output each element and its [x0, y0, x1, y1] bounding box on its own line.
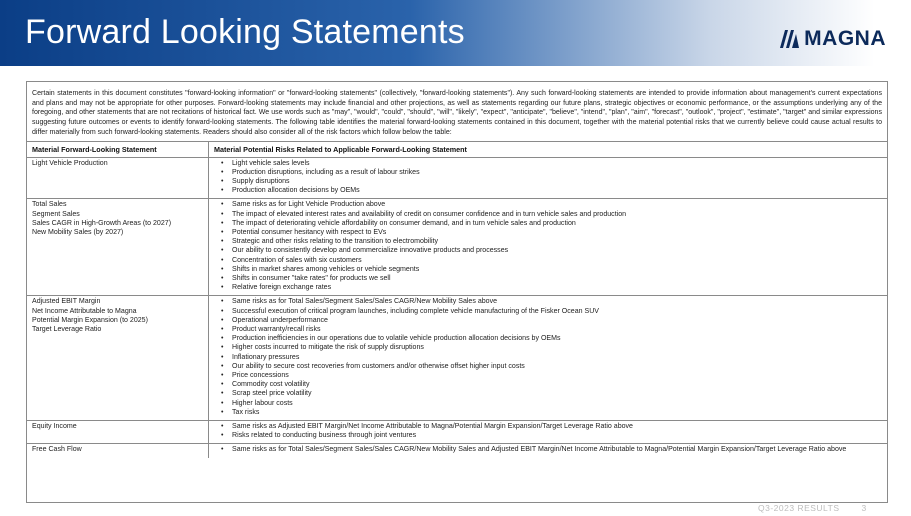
statement-cell: [27, 444, 209, 458]
risk-text: The impact of deteriorating vehicle affordability on consumer demand, and in turn vehicle sales and production: [232, 219, 576, 227]
risk-item: [214, 431, 882, 440]
risk-item: [214, 297, 882, 306]
bullet-icon: •: [221, 274, 224, 282]
statement-item: Adjusted EBIT Margin: [32, 298, 101, 306]
bullet-icon: •: [221, 408, 224, 416]
risks-cell: [209, 444, 888, 458]
risk-text: Potential consumer hesitancy with respect to EVs: [232, 228, 387, 236]
risk-text: Same risks as for Light Vehicle Production above: [232, 201, 386, 209]
statement-item: Potential Margin Expansion (to 2025): [32, 316, 148, 324]
risk-text: Same risks as Adjusted EBIT Margin/Net Income Attributable to Magna/Potential Margin Expansion/Target Leverage Ratio above: [232, 423, 633, 430]
risks-cell: [209, 296, 888, 421]
header-banner: [0, 0, 911, 66]
bullet-icon: •: [221, 371, 224, 379]
bullet-icon: •: [221, 265, 224, 273]
column-header-statement: Material Forward-Looking Statement: [27, 142, 209, 158]
bullet-icon: •: [221, 298, 224, 306]
bullet-icon: •: [221, 187, 224, 195]
risk-item: [214, 380, 882, 389]
statement-item: Free Cash Flow: [32, 446, 82, 454]
table-row: [27, 296, 887, 421]
statement-item: New Mobility Sales (by 2027): [32, 228, 124, 236]
risk-table: [27, 142, 887, 458]
statement-cell: [27, 157, 209, 199]
risk-item: [214, 371, 882, 380]
bullet-icon: •: [221, 381, 224, 389]
table-body: [27, 157, 887, 458]
column-header-risks: Material Potential Risks Related to Applicable Forward-Looking Statement: [209, 142, 888, 158]
bullet-icon: •: [221, 284, 224, 292]
bullet-icon: •: [221, 219, 224, 227]
risk-text: Production inefficiencies in our operations due to volatile vehicle production allocation decisions by OEMs: [232, 335, 561, 343]
statement-item: Net Income Attributable to Magna: [32, 307, 137, 315]
risk-item: [214, 399, 882, 408]
risk-item: [214, 219, 882, 228]
risk-item: [214, 422, 882, 431]
bullet-icon: •: [221, 423, 224, 430]
page-title: Forward Looking Statements: [25, 13, 465, 51]
risk-item: [214, 274, 882, 283]
risk-text: Higher labour costs: [232, 399, 293, 407]
bullet-icon: •: [221, 247, 224, 255]
risk-item: [214, 177, 882, 186]
magna-chevron-icon: [780, 30, 800, 48]
statement-cell: [27, 296, 209, 421]
risk-text: Tax risks: [232, 408, 260, 416]
statement-item: Equity Income: [32, 423, 77, 430]
magna-logo: [780, 28, 886, 50]
table-row: [27, 421, 887, 444]
content-box: [26, 81, 888, 503]
risk-text: Commodity cost volatility: [232, 381, 310, 389]
bullet-icon: •: [221, 316, 224, 324]
bullet-icon: •: [221, 335, 224, 343]
bullet-icon: •: [221, 256, 224, 264]
risks-cell: [209, 199, 888, 296]
risk-text: Same risks as for Total Sales/Segment Sales/Sales CAGR/New Mobility Sales and Adjusted EBIT Margin/Net Income Attributable to Magna/Potential Margin Expansion/Target Leverage Ratio above: [232, 446, 847, 454]
risk-item: [214, 408, 882, 417]
bullet-icon: •: [221, 177, 224, 185]
bullet-icon: •: [221, 228, 224, 236]
risk-item: [214, 316, 882, 325]
risk-text: Our ability to consistently develop and commercialize innovative products and processes: [232, 247, 509, 255]
statement-item: Target Leverage Ratio: [32, 325, 102, 333]
risk-item: [214, 246, 882, 255]
risk-text: Shifts in consumer "take rates" for products we sell: [232, 274, 391, 282]
risk-item: [214, 265, 882, 274]
risk-text: The impact of elevated interest rates and availability of credit on consumer confidence and in turn vehicle sales and production: [232, 210, 627, 218]
bullet-icon: •: [221, 362, 224, 370]
risk-text: Supply disruptions: [232, 177, 290, 185]
risk-list: [214, 159, 882, 196]
risk-text: Strategic and other risks relating to the transition to electromobility: [232, 238, 439, 246]
bullet-icon: •: [221, 307, 224, 315]
statement-item: Segment Sales: [32, 210, 80, 218]
risk-text: Same risks as for Total Sales/Segment Sales/Sales CAGR/New Mobility Sales above: [232, 298, 498, 306]
risk-item: [214, 256, 882, 265]
bullet-icon: •: [221, 432, 224, 440]
statement-item: Light Vehicle Production: [32, 159, 108, 167]
risk-text: Relative foreign exchange rates: [232, 284, 332, 292]
footer: [758, 503, 867, 513]
risks-cell: [209, 421, 888, 444]
intro-paragraph: Certain statements in this document constitutes "forward-looking information" or "forward-looking statements" (collectively, "forward-looking statements"). Any such forward-looking statements are intended to provide information about management's current expectations and plans and may not be appropriate for other purposes. Forward-looking statements may include financial and other projections, as well as statements regarding our future plans, strategic objectives or economic performance, or the assumptions underlying any of the foregoing, and other statements that are not recitations of historical fact. We use words such as "may", "would", "could", "should", "will", "likely", "expect", "anticipate", "believe", "intend", "plan", "aim", "forecast", "outlook", "project", "estimate", "target" and similar expressions suggesting future outcomes or events to identify forward-looking statements. The following table identifies the material forward-looking statements contained in this document, together with the material potential risks that we currently believe could cause actual results to differ materially from such forward-looking statements. Readers should also consider all of the risk factors which follow below the table:: [27, 82, 887, 142]
risk-item: [214, 334, 882, 343]
risk-text: Production allocation decisions by OEMs: [232, 187, 360, 195]
risk-text: Operational underperformance: [232, 316, 328, 324]
table-header-row: [27, 142, 887, 158]
bullet-icon: •: [221, 325, 224, 333]
risk-item: [214, 445, 882, 454]
risks-cell: [209, 157, 888, 199]
risk-item: [214, 228, 882, 237]
risk-list: [214, 445, 882, 454]
risk-text: Production disruptions, including as a result of labour strikes: [232, 168, 420, 176]
risk-item: [214, 200, 882, 209]
risk-text: Successful execution of critical program launches, including complete vehicle manufacturing of the Fisker Ocean SUV: [232, 307, 600, 315]
risk-text: Risks related to conducting business through joint ventures: [232, 432, 417, 440]
bullet-icon: •: [221, 168, 224, 176]
risk-item: [214, 210, 882, 219]
page-number: 3: [861, 503, 867, 513]
risk-text: Inflationary pressures: [232, 353, 300, 361]
bullet-icon: •: [221, 344, 224, 352]
bullet-icon: •: [221, 201, 224, 209]
risk-item: [214, 343, 882, 352]
statement-cell: [27, 199, 209, 296]
bullet-icon: •: [221, 446, 224, 454]
statement-item: Total Sales: [32, 201, 67, 209]
risk-item: [214, 237, 882, 246]
statement-cell: [27, 421, 209, 444]
table-row: [27, 199, 887, 296]
bullet-icon: •: [221, 399, 224, 407]
risk-text: Higher costs incurred to mitigate the risk of supply disruptions: [232, 344, 424, 352]
risk-item: [214, 307, 882, 316]
risk-item: [214, 283, 882, 292]
risk-item: [214, 389, 882, 398]
bullet-icon: •: [221, 210, 224, 218]
bullet-icon: •: [221, 353, 224, 361]
risk-text: Scrap steel price volatility: [232, 390, 312, 398]
bullet-icon: •: [221, 390, 224, 398]
risk-item: [214, 159, 882, 168]
risk-item: [214, 186, 882, 195]
risk-item: [214, 362, 882, 371]
risk-text: Shifts in market shares among vehicles or vehicle segments: [232, 265, 420, 273]
bullet-icon: •: [221, 238, 224, 246]
risk-list: [214, 200, 882, 292]
logo-text: MAGNA: [804, 27, 886, 50]
risk-text: Our ability to secure cost recoveries from customers and/or otherwise offset higher input costs: [232, 362, 525, 370]
risk-list: [214, 422, 882, 440]
risk-item: [214, 168, 882, 177]
risk-text: Light vehicle sales levels: [232, 159, 310, 167]
bullet-icon: •: [221, 159, 224, 167]
statement-item: Sales CAGR in High-Growth Areas (to 2027): [32, 219, 172, 227]
table-row: [27, 157, 887, 199]
footer-label: Q3-2023 RESULTS: [758, 503, 840, 513]
table-row: [27, 444, 887, 458]
risk-item: [214, 353, 882, 362]
risk-text: Price concessions: [232, 371, 289, 379]
risk-text: Concentration of sales with six customers: [232, 256, 362, 264]
risk-text: Product warranty/recall risks: [232, 325, 321, 333]
risk-list: [214, 297, 882, 417]
risk-item: [214, 325, 882, 334]
